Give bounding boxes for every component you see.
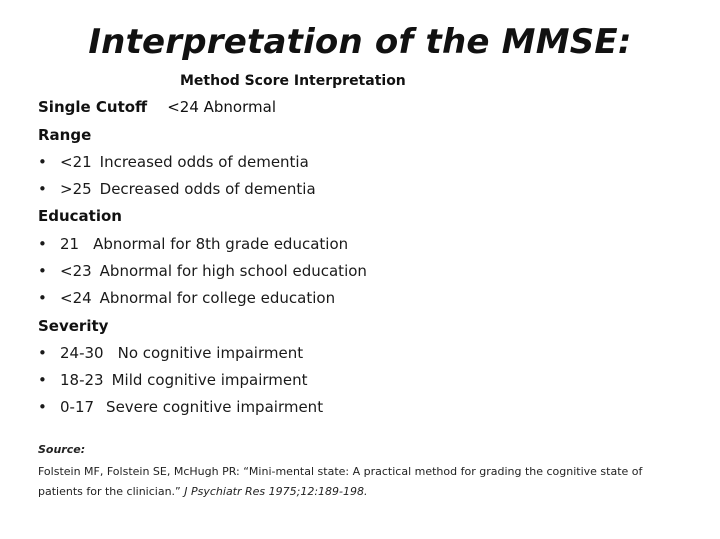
score-value: 21 [60,235,80,253]
list-item [38,289,335,307]
score-value: <23 [60,262,92,280]
single-cutoff-heading: Single Cutoff [38,98,148,116]
bullet-icon: • [38,235,47,253]
score-value: <24 [60,289,92,307]
slide-title: Interpretation of the MMSE: [88,22,632,62]
list-item [38,398,323,416]
score-value: 0-17 [60,398,95,416]
score-value: 18-23 [60,371,104,389]
bullet-icon: • [38,371,47,389]
interpretation-text: Mild cognitive impairment [111,371,308,389]
interpretation-text: Abnormal for 8th grade education [93,235,349,253]
citation-main: Folstein MF, Folstein SE, McHugh PR: “Mini-mental state: A practical method for grading the cognitive state of patients for the clinician.” [38,465,643,498]
score-value: >25 [60,180,92,198]
bullet-icon: • [38,398,47,416]
list-item [38,344,303,362]
score-value: <21 [60,153,92,171]
bullet-icon: • [38,262,47,280]
severity-heading: Severity [38,317,109,335]
bullet-icon: • [38,180,47,198]
interpretation-text: Increased odds of dementia [99,153,309,171]
list-item [38,262,367,280]
bullet-icon: • [38,344,47,362]
list-item [38,153,309,171]
score-value: 24-30 [60,344,104,362]
bullet-icon: • [38,289,47,307]
interpretation-text: Decreased odds of dementia [99,180,316,198]
source-label: Source: [38,443,86,456]
education-heading: Education [38,207,122,225]
interpretation-text: Severe cognitive impairment [106,398,324,416]
citation-journal: J Psychiatr Res 1975;12:189-198. [184,485,368,498]
single-cutoff-row [38,98,276,116]
list-item [38,180,316,198]
range-heading: Range [38,126,92,144]
bullet-icon: • [38,153,47,171]
single-cutoff-value: <24 Abnormal [167,98,276,116]
list-item [38,235,348,253]
interpretation-text: Abnormal for high school education [99,262,367,280]
column-header: Method Score Interpretation [180,73,406,89]
interpretation-text: No cognitive impairment [117,344,304,362]
interpretation-text: Abnormal for college education [99,289,336,307]
list-item [38,371,308,389]
citation [38,462,648,502]
